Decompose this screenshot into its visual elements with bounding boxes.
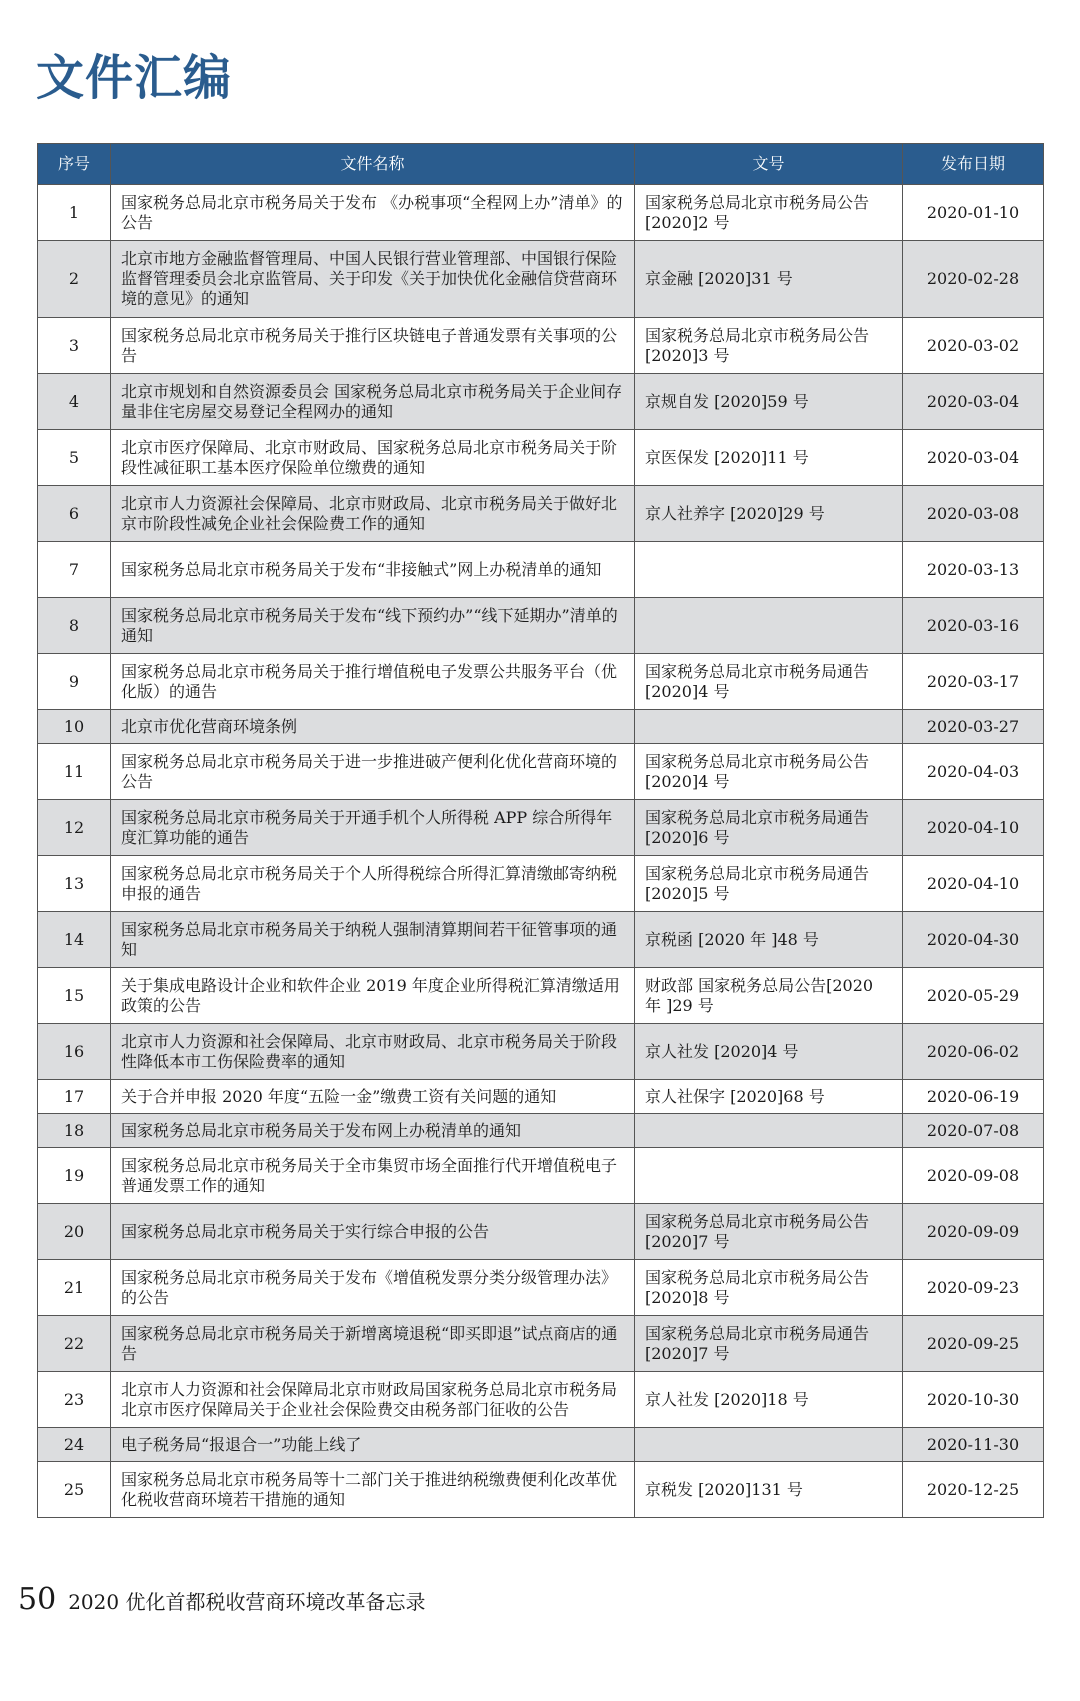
table-row	[38, 1428, 1044, 1462]
cell-doc-number	[635, 542, 903, 598]
header-doc-number: 文号	[635, 144, 903, 185]
cell-seq-no: 1	[38, 185, 111, 241]
cell-doc-number: 京人社养字 [2020]29 号	[635, 486, 903, 542]
cell-doc-number: 国家税务总局北京市税务局公告[2020]8 号	[635, 1260, 903, 1316]
table-row	[38, 241, 1044, 318]
cell-seq-no: 18	[38, 1114, 111, 1148]
cell-seq-no: 7	[38, 542, 111, 598]
cell-doc-number: 京人社发 [2020]18 号	[635, 1372, 903, 1428]
cell-doc-number: 国家税务总局北京市税务局通告[2020]7 号	[635, 1316, 903, 1372]
cell-doc-name: 国家税务总局北京市税务局关于推行增值税电子发票公共服务平台（优化版）的通告	[111, 654, 635, 710]
cell-doc-name: 国家税务总局北京市税务局等十二部门关于推进纳税缴费便利化改革优化税收营商环境若干措施的通知	[111, 1462, 635, 1518]
header-seq-no: 序号	[38, 144, 111, 185]
cell-doc-number: 国家税务总局北京市税务局公告[2020]4 号	[635, 744, 903, 800]
cell-doc-name: 关于合并申报 2020 年度“五险一金”缴费工资有关问题的通知	[111, 1080, 635, 1114]
table-row	[38, 1316, 1044, 1372]
cell-publish-date: 2020-03-08	[903, 486, 1044, 542]
table-row	[38, 1372, 1044, 1428]
cell-seq-no: 3	[38, 318, 111, 374]
cell-doc-number: 京金融 [2020]31 号	[635, 241, 903, 318]
table-row	[38, 1080, 1044, 1114]
cell-doc-name: 国家税务总局北京市税务局关于推行区块链电子普通发票有关事项的公告	[111, 318, 635, 374]
cell-doc-number: 京规自发 [2020]59 号	[635, 374, 903, 430]
cell-publish-date: 2020-04-30	[903, 912, 1044, 968]
cell-publish-date: 2020-03-16	[903, 598, 1044, 654]
table-row	[38, 744, 1044, 800]
cell-doc-number: 国家税务总局北京市税务局公告[2020]7 号	[635, 1204, 903, 1260]
cell-doc-number: 国家税务总局北京市税务局通告[2020]4 号	[635, 654, 903, 710]
cell-publish-date: 2020-09-09	[903, 1204, 1044, 1260]
cell-doc-name: 国家税务总局北京市税务局关于纳税人强制清算期间若干征管事项的通知	[111, 912, 635, 968]
table-row	[38, 654, 1044, 710]
cell-doc-number: 京人社发 [2020]4 号	[635, 1024, 903, 1080]
cell-doc-name: 电子税务局“报退合一”功能上线了	[111, 1428, 635, 1462]
cell-publish-date: 2020-11-30	[903, 1428, 1044, 1462]
cell-doc-name: 国家税务总局北京市税务局关于发布“线下预约办”“线下延期办”清单的通知	[111, 598, 635, 654]
table-row	[38, 800, 1044, 856]
cell-publish-date: 2020-03-02	[903, 318, 1044, 374]
cell-doc-number: 国家税务总局北京市税务局通告[2020]6 号	[635, 800, 903, 856]
cell-doc-number	[635, 1428, 903, 1462]
cell-doc-name: 国家税务总局北京市税务局关于发布“非接触式”网上办税清单的通知	[111, 542, 635, 598]
cell-seq-no: 25	[38, 1462, 111, 1518]
cell-seq-no: 24	[38, 1428, 111, 1462]
table-row	[38, 1260, 1044, 1316]
cell-doc-number: 国家税务总局北京市税务局公告[2020]3 号	[635, 318, 903, 374]
footer-title: 2020 优化首都税收营商环境改革备忘录	[68, 1590, 426, 1614]
cell-doc-number	[635, 598, 903, 654]
cell-publish-date: 2020-09-08	[903, 1148, 1044, 1204]
cell-seq-no: 15	[38, 968, 111, 1024]
cell-seq-no: 23	[38, 1372, 111, 1428]
table-row	[38, 374, 1044, 430]
table-row	[38, 1024, 1044, 1080]
table-row	[38, 968, 1044, 1024]
cell-doc-number: 财政部 国家税务总局公告[2020 年 ]29 号	[635, 968, 903, 1024]
cell-seq-no: 19	[38, 1148, 111, 1204]
cell-publish-date: 2020-05-29	[903, 968, 1044, 1024]
table-row	[38, 1204, 1044, 1260]
table-row	[38, 912, 1044, 968]
cell-seq-no: 10	[38, 710, 111, 744]
cell-doc-name: 国家税务总局北京市税务局关于进一步推进破产便利化优化营商环境的公告	[111, 744, 635, 800]
cell-publish-date: 2020-06-19	[903, 1080, 1044, 1114]
cell-doc-name: 国家税务总局北京市税务局关于个人所得税综合所得汇算清缴邮寄纳税申报的通告	[111, 856, 635, 912]
cell-seq-no: 2	[38, 241, 111, 318]
document-list-table	[37, 143, 1044, 1518]
cell-doc-number	[635, 710, 903, 744]
cell-doc-name: 北京市人力资源社会保障局、北京市财政局、北京市税务局关于做好北京市阶段性减免企业社会保险费工作的通知	[111, 486, 635, 542]
page-footer	[18, 1582, 425, 1617]
cell-doc-name: 北京市优化营商环境条例	[111, 710, 635, 744]
table-body	[38, 185, 1044, 1518]
cell-seq-no: 4	[38, 374, 111, 430]
cell-seq-no: 8	[38, 598, 111, 654]
table-row	[38, 430, 1044, 486]
cell-doc-number: 京税发 [2020]131 号	[635, 1462, 903, 1518]
cell-doc-name: 国家税务总局北京市税务局关于新增离境退税“即买即退”试点商店的通告	[111, 1316, 635, 1372]
cell-doc-number: 国家税务总局北京市税务局公告[2020]2 号	[635, 185, 903, 241]
cell-doc-number: 京人社保字 [2020]68 号	[635, 1080, 903, 1114]
cell-seq-no: 9	[38, 654, 111, 710]
cell-seq-no: 11	[38, 744, 111, 800]
cell-publish-date: 2020-03-04	[903, 374, 1044, 430]
cell-publish-date: 2020-02-28	[903, 241, 1044, 318]
cell-publish-date: 2020-10-30	[903, 1372, 1044, 1428]
cell-publish-date: 2020-04-10	[903, 800, 1044, 856]
cell-publish-date: 2020-03-04	[903, 430, 1044, 486]
cell-publish-date: 2020-01-10	[903, 185, 1044, 241]
cell-publish-date: 2020-07-08	[903, 1114, 1044, 1148]
page-title: 文件汇编	[36, 50, 233, 106]
cell-doc-name: 北京市规划和自然资源委员会 国家税务总局北京市税务局关于企业间存量非住宅房屋交易登记全程网办的通知	[111, 374, 635, 430]
cell-doc-number	[635, 1114, 903, 1148]
cell-doc-number: 国家税务总局北京市税务局通告[2020]5 号	[635, 856, 903, 912]
table-row	[38, 856, 1044, 912]
cell-publish-date: 2020-12-25	[903, 1462, 1044, 1518]
cell-publish-date: 2020-06-02	[903, 1024, 1044, 1080]
cell-publish-date: 2020-09-25	[903, 1316, 1044, 1372]
table-row	[38, 1462, 1044, 1518]
table-row	[38, 542, 1044, 598]
cell-publish-date: 2020-09-23	[903, 1260, 1044, 1316]
cell-doc-name: 国家税务总局北京市税务局关于发布 《办税事项“全程网上办”清单》的公告	[111, 185, 635, 241]
cell-seq-no: 20	[38, 1204, 111, 1260]
cell-seq-no: 17	[38, 1080, 111, 1114]
table-row	[38, 710, 1044, 744]
cell-doc-name: 国家税务总局北京市税务局关于实行综合申报的公告	[111, 1204, 635, 1260]
cell-seq-no: 13	[38, 856, 111, 912]
table-row	[38, 185, 1044, 241]
cell-publish-date: 2020-04-03	[903, 744, 1044, 800]
cell-seq-no: 21	[38, 1260, 111, 1316]
cell-doc-name: 国家税务总局北京市税务局关于开通手机个人所得税 APP 综合所得年度汇算功能的通告	[111, 800, 635, 856]
header-publish-date: 发布日期	[903, 144, 1044, 185]
cell-publish-date: 2020-03-13	[903, 542, 1044, 598]
table-row	[38, 318, 1044, 374]
cell-doc-name: 国家税务总局北京市税务局关于发布《增值税发票分类分级管理办法》的公告	[111, 1260, 635, 1316]
cell-seq-no: 6	[38, 486, 111, 542]
cell-doc-name: 北京市人力资源和社会保障局北京市财政局国家税务总局北京市税务局北京市医疗保障局关于企业社会保险费交由税务部门征收的公告	[111, 1372, 635, 1428]
cell-seq-no: 5	[38, 430, 111, 486]
cell-publish-date: 2020-03-27	[903, 710, 1044, 744]
cell-seq-no: 14	[38, 912, 111, 968]
table-header-row	[38, 144, 1044, 185]
table-row	[38, 486, 1044, 542]
cell-doc-number: 京税函 [2020 年 ]48 号	[635, 912, 903, 968]
cell-publish-date: 2020-03-17	[903, 654, 1044, 710]
table-row	[38, 1148, 1044, 1204]
table-row	[38, 598, 1044, 654]
cell-seq-no: 16	[38, 1024, 111, 1080]
cell-doc-number	[635, 1148, 903, 1204]
page-number: 50	[18, 1582, 57, 1617]
cell-doc-name: 北京市医疗保障局、北京市财政局、国家税务总局北京市税务局关于阶段性减征职工基本医疗保险单位缴费的通知	[111, 430, 635, 486]
cell-publish-date: 2020-04-10	[903, 856, 1044, 912]
cell-seq-no: 22	[38, 1316, 111, 1372]
header-doc-name: 文件名称	[111, 144, 635, 185]
cell-doc-name: 国家税务总局北京市税务局关于全市集贸市场全面推行代开增值税电子普通发票工作的通知	[111, 1148, 635, 1204]
cell-doc-name: 北京市地方金融监督管理局、中国人民银行营业管理部、中国银行保险监督管理委员会北京监管局、关于印发《关于加快优化金融信贷营商环境的意见》的通知	[111, 241, 635, 318]
cell-doc-name: 国家税务总局北京市税务局关于发布网上办税清单的通知	[111, 1114, 635, 1148]
cell-doc-number: 京医保发 [2020]11 号	[635, 430, 903, 486]
table-row	[38, 1114, 1044, 1148]
cell-doc-name: 关于集成电路设计企业和软件企业 2019 年度企业所得税汇算清缴适用政策的公告	[111, 968, 635, 1024]
cell-doc-name: 北京市人力资源和社会保障局、北京市财政局、北京市税务局关于阶段性降低本市工伤保险费率的通知	[111, 1024, 635, 1080]
cell-seq-no: 12	[38, 800, 111, 856]
